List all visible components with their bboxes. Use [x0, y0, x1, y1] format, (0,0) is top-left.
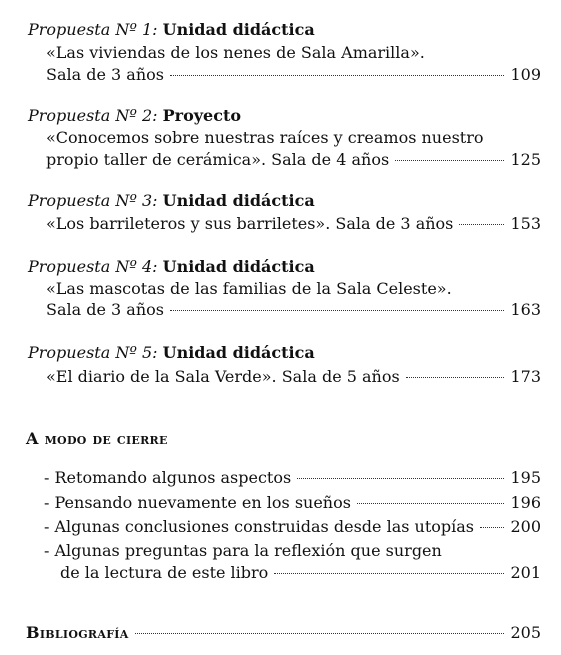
closing-item-2-text: - Pensando nuevamente en los sueños	[44, 493, 351, 512]
proposal-2-title: «Conocemos sobre nuestras raíces y creamos nuestro	[46, 128, 484, 147]
proposal-2-entry[interactable]	[46, 149, 541, 171]
dot-leader	[170, 75, 504, 76]
dot-leader	[395, 160, 504, 161]
proposal-1-prefix: Propuesta Nº 1:	[28, 20, 158, 39]
proposal-2-page: 125	[510, 150, 541, 169]
closing-item-4-text: - Algunas preguntas para la reflexión que surgen	[44, 541, 442, 560]
closing-item-4[interactable]	[60, 562, 541, 584]
proposal-3-heading	[28, 190, 315, 212]
proposal-5-prefix: Propuesta Nº 5:	[28, 343, 158, 362]
closing-item-3[interactable]	[44, 516, 541, 538]
proposal-2-subtitle: propio taller de cerámica». Sala de 4 años	[46, 150, 390, 169]
proposal-1-entry[interactable]	[46, 64, 541, 86]
closing-item-2-page: 196	[510, 493, 541, 512]
closing-section-title: A modo de cierre	[26, 429, 168, 448]
proposal-4-entry[interactable]	[46, 299, 541, 321]
dot-leader	[135, 633, 505, 634]
closing-item-3-page: 200	[510, 517, 541, 536]
bibliography-title: Bibliografía	[26, 623, 129, 642]
dot-leader	[459, 224, 504, 225]
proposal-4-subtitle: Sala de 3 años	[46, 300, 164, 319]
dot-leader	[480, 527, 504, 528]
closing-item-4-page: 201	[510, 563, 541, 582]
dot-leader	[406, 377, 505, 378]
proposal-5-heading	[28, 342, 315, 364]
proposal-1-heading	[28, 19, 315, 41]
proposal-1-kind: Unidad didáctica	[162, 20, 315, 39]
closing-item-1[interactable]	[44, 467, 541, 489]
closing-item-4-text2: de la lectura de este libro	[60, 563, 269, 582]
bibliography-page: 205	[510, 623, 541, 642]
dot-leader	[357, 503, 505, 504]
proposal-3-kind: Unidad didáctica	[162, 191, 315, 210]
proposal-3-page: 153	[510, 214, 541, 233]
proposal-5-title: «El diario de la Sala Verde». Sala de 5 años	[46, 367, 400, 386]
proposal-2-kind: Proyecto	[162, 106, 242, 125]
proposal-3-prefix: Propuesta Nº 3:	[28, 191, 158, 210]
proposal-4-page: 163	[510, 300, 541, 319]
proposal-5-entry[interactable]	[46, 366, 541, 388]
proposal-5-kind: Unidad didáctica	[162, 343, 315, 362]
proposal-1-page: 109	[510, 65, 541, 84]
closing-item-2[interactable]	[44, 492, 541, 514]
proposal-4-heading	[28, 256, 315, 278]
proposal-5-page: 173	[510, 367, 541, 386]
proposal-2-heading	[28, 105, 241, 127]
proposal-3-title: «Los barrileteros y sus barriletes». Sala de 3 años	[46, 214, 454, 233]
proposal-1-title: «Las viviendas de los nenes de Sala Amarilla».	[46, 43, 425, 62]
proposal-3-entry[interactable]	[46, 213, 541, 235]
dot-leader	[297, 478, 504, 479]
dot-leader	[170, 310, 504, 311]
proposal-4-kind: Unidad didáctica	[162, 257, 315, 276]
proposal-2-prefix: Propuesta Nº 2:	[28, 106, 158, 125]
closing-item-1-text: - Retomando algunos aspectos	[44, 468, 292, 487]
closing-item-3-text: - Algunas conclusiones construidas desde las utopías	[44, 517, 474, 536]
dot-leader	[274, 573, 504, 574]
closing-item-1-page: 195	[510, 468, 541, 487]
proposal-4-prefix: Propuesta Nº 4:	[28, 257, 158, 276]
bibliography-entry[interactable]	[26, 622, 541, 644]
proposal-1-subtitle: Sala de 3 años	[46, 65, 164, 84]
proposal-4-title: «Las mascotas de las familias de la Sala Celeste».	[46, 279, 452, 298]
